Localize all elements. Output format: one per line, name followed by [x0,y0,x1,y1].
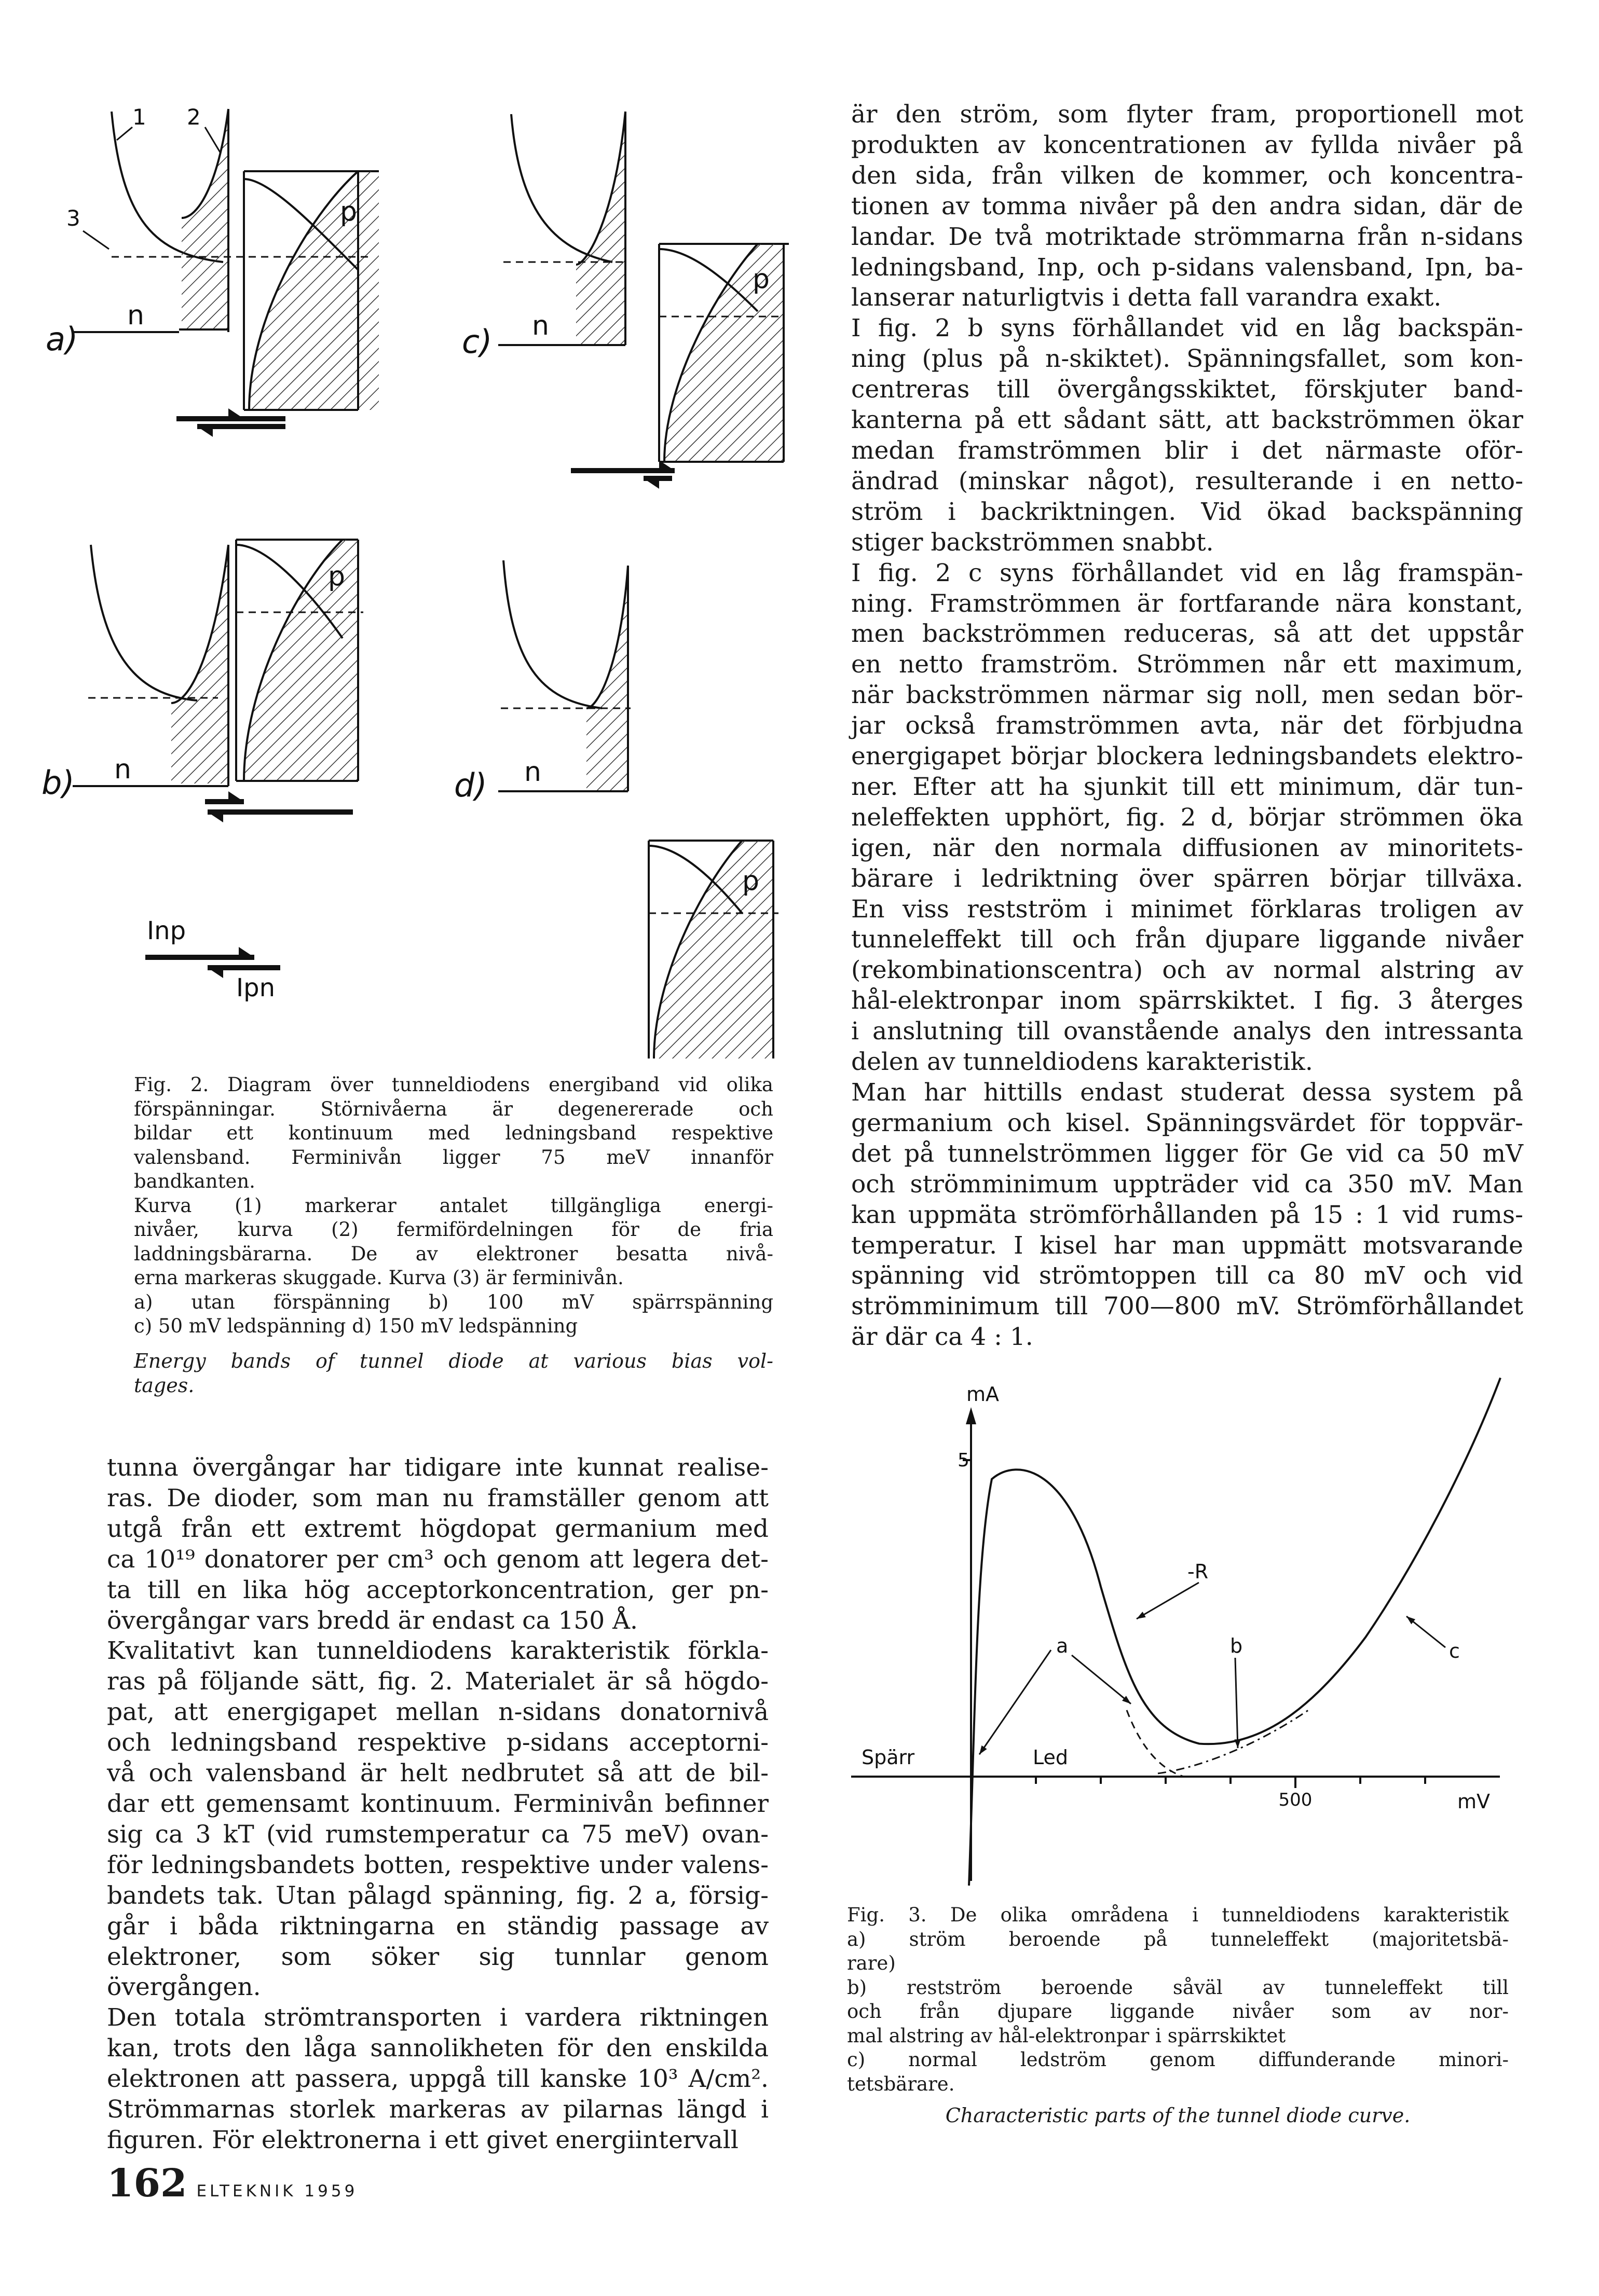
fig3-label-led: Led [1033,1746,1069,1769]
text-line: elektronen att passera, uppgå till kanske 10³ A/cm². [107,2065,769,2094]
text-line: förspänningar. Störnivåerna är degenererade och [134,1097,773,1120]
text-line: ta till en lika hög acceptorkoncentration, ger pn- [107,1575,769,1604]
text-line: ca 10¹⁹ donatorer per cm³ och genom att legera det- [107,1545,769,1574]
fig3-caption-sv [847,1903,1509,2096]
text-line: dar ett gemensamt kontinuum. Ferminivån befinner [107,1789,769,1818]
text-line: produkten av koncentrationen av fyllda nivåer på [851,130,1523,159]
text-line: Fig. 3. De olika områdena i tunneldiodens karakteristik [847,1904,1509,1926]
text-line: c) 50 mV ledspänning d) 150 mV ledspänning [134,1315,578,1337]
fig2-diagram [0,0,810,1079]
text-line: tionen av tomma nivåer på den andra sidan, där de [851,191,1523,221]
text-line: Fig. 2. Diagram över tunneldiodens energiband vid olika [134,1074,773,1096]
text-line: rare) [847,1952,896,1974]
text-line: ledningsband, Inp, och p-sidans valensband, Ipn, ba- [851,253,1523,282]
fig2-caption [134,1073,773,1398]
text-line: hål-elektronpar inom spärrskiktet. I fig. 3 återges [851,986,1523,1015]
page-footer [107,2161,358,2206]
fig2-panel-d [454,560,778,1058]
text-line: ras. De dioder, som man nu framställer genom att [107,1483,769,1513]
text-line: kan uppmäta strömförhållanden på 15 : 1 vid rums- [851,1200,1523,1229]
fig2-current-legend [145,916,280,1002]
text-line: bandets tak. Utan pålagd spänning, fig. 2 a, försig- [107,1881,769,1910]
text-line: ras på följande sätt, fig. 2. Materialet är så högdo- [107,1667,769,1696]
fig3-dashed-tunnel [1127,1710,1184,1777]
fig2-label-n-c: n [532,310,549,341]
text-line: men backströmmen reduceras, så att det uppstår [851,620,1523,649]
text-line: medan framströmmen blir i det närmaste oför- [851,436,1523,465]
text-line: ning. Framströmmen är fortfarande nära konstant, [851,589,1523,618]
text-line: ändrad (minskar något), resulterande i en netto- [851,466,1523,496]
text-line: centreras till övergångsskiktet, förskjuter band- [851,375,1523,404]
fig2-label-inp: Inp [147,916,186,945]
text-line: Energy bands of tunnel diode at various bias vol- [134,1349,773,1372]
fig3-leader-a2 [1072,1655,1131,1704]
fig2-panel-b [42,540,363,822]
text-line: stiger backströmmen snabbt. [851,528,1214,557]
fig3-chart [841,1375,1547,1894]
text-line: valensband. Ferminivån ligger 75 meV innanför [134,1146,773,1168]
left-column-text [107,1453,769,2156]
fig3-leader-b [1235,1658,1238,1748]
fig2-label-n-d: n [524,757,541,788]
text-line: germanium och kisel. Spänningsvärdet för toppvär- [851,1108,1523,1137]
text-line: temperatur. I kisel har man uppmätt motsvarande [851,1231,1523,1260]
magazine-name: ELTEKNIK 1959 [196,2182,358,2201]
fig2-caption-en [134,1349,773,1398]
fig3-label-c: c [1449,1640,1460,1662]
right-column-text [851,100,1523,1353]
text-line: delen av tunneldiodens karakteristik. [851,1048,1313,1077]
text-line: går i båda riktningarna en ständig passage av [107,1912,769,1941]
text-line: (rekombinationscentra) och av normal alstring av [851,956,1523,985]
text-line: vå och valensband är helt nedbrutet så att de bil- [107,1759,769,1788]
text-line: bildar ett kontinuum med ledningsband respektive [134,1122,773,1144]
fig3-series-line [969,1378,1500,1886]
text-line: I fig. 2 c syns förhållandet vid en låg framspän- [851,558,1523,587]
left-paragraph [107,1453,769,2156]
fig2-label-p-b: p [328,561,346,592]
text-line: tunna övergångar har tidigare inte kunnat realise- [107,1453,769,1482]
fig2-panel-a [46,104,379,437]
fig2-label-n-b: n [114,754,131,785]
text-line: är där ca 4 : 1. [851,1323,1033,1352]
fig3-label-neg-r: -R [1187,1560,1209,1583]
text-line: Kurva (1) markerar antalet tillgängliga energi- [134,1194,773,1217]
fig3-label-sparr: Spärr [862,1746,915,1769]
fig3-ylabel: mA [966,1383,1000,1406]
text-line: jar också framströmmen avta, när det förbjudna [851,711,1523,740]
text-line: en netto framström. Strömmen når ett maximum, [851,650,1523,679]
fig3-y-arrow [966,1407,976,1424]
fig2-label-ipn: Ipn [236,973,276,1002]
text-line: erna markeras skuggade. Kurva (3) är ferminivån. [134,1267,624,1289]
text-line: i anslutning till ovanstående analys den intressanta [851,1017,1523,1046]
text-line: när backströmmen närmar sig noll, men sedan bör- [851,681,1523,710]
fig2-caption-sv [134,1073,773,1339]
text-line: den sida, från vilken de kommer, och koncentra- [851,161,1523,190]
text-line: tages. [134,1373,195,1397]
text-line: Man har hittills endast studerat dessa system på [851,1078,1523,1107]
text-line: och ledningsband respektive p-sidans acceptorni- [107,1728,769,1757]
page-number: 162 [107,2161,187,2206]
text-line: a) utan förspänning b) 100 mV spärrspänning [134,1290,773,1313]
text-line: En viss restström i minimet förklaras troligen av [851,895,1523,924]
fig3-caption [847,1903,1509,2128]
fig3-ytick-5: 5 [958,1450,969,1471]
text-line: landar. De två motriktade strömmarna från n-sidans [851,222,1523,251]
fig3-label-a: a [1056,1634,1069,1657]
text-line: för ledningsbandets botten, respektive under valens- [107,1850,769,1879]
fig2-label-curve1: 1 [132,104,146,130]
text-line: tetsbärare. [847,2072,955,2095]
text-line: Strömmarnas storlek markeras av pilarnas längd i [107,2095,769,2124]
text-line: pat, att energigapet mellan n-sidans donatornivå [107,1698,769,1727]
fig3-caption-en: Characteristic parts of the tunnel diode curve. [945,2104,1411,2127]
fig2-label-p-d: p [742,865,760,897]
text-line: energigapet börjar blockera ledningsbandets elektro- [851,742,1523,771]
text-line: sig ca 3 kT (vid rumstemperatur ca 75 meV) ovan- [107,1820,769,1849]
text-line: ner. Efter att ha sjunkit till ett minimum, där tun- [851,772,1523,801]
text-line: är den ström, som flyter fram, proportionell mot [851,100,1523,129]
fig3-leader-neg-r [1137,1583,1199,1619]
text-line: övergångar vars bredd är endast ca 150 Å. [107,1606,638,1635]
text-line: elektroner, som söker sig tunnlar genom övergången. [107,1942,769,2002]
fig3-leader-b-head [1234,1739,1240,1748]
text-line: utgå från ett extremt högdopat germanium med [107,1514,769,1543]
text-line: strömminimum till 700—800 mV. Strömförhållandet [851,1292,1523,1321]
text-line: bandkanten. [134,1170,255,1192]
text-line: laddningsbärarna. De av elektroner besatta nivå- [134,1242,773,1265]
fig2-panel-c [462,112,789,489]
text-line: bärare i ledriktning över spärren börjar tillväxa. [851,864,1523,893]
text-line: b) restström beroende såväl av tunneleffekt till [847,1976,1509,1999]
text-line: mal alstring av hål-elektronpar i spärrskiktet [847,2024,1286,2047]
text-line: tunneleffekt till och från djupare liggande nivåer [851,925,1523,954]
fig2-label-p-c: p [753,264,770,295]
fig3-label-b: b [1230,1634,1243,1657]
fig2-label-curve3: 3 [66,205,80,231]
text-line: ström i backriktningen. Vid ökad backspänning [851,497,1523,526]
text-line: lanserar naturligtvis i detta fall varandra exakt. [851,283,1442,312]
fig2-label-a: a) [46,320,78,358]
right-paragraph [851,100,1523,1353]
text-line: det på tunnelströmmen ligger för Ge vid ca 50 mV [851,1139,1523,1168]
text-line: och från djupare liggande nivåer som av nor- [847,2000,1509,2023]
text-line: Kvalitativt kan tunneldiodens karakteristik förkla- [107,1637,769,1666]
text-line: spänning vid strömtoppen till ca 80 mV och vid [851,1261,1523,1290]
text-line: neleffekten upphört, fig. 2 d, börjar strömmen öka [851,803,1523,832]
text-line: nivåer, kurva (2) fermifördelningen för de fria [134,1218,773,1241]
text-line: igen, när den normala diffusionen av minoritets- [851,833,1523,862]
text-line: a) ström beroende på tunneleffekt (majoritetsbä- [847,1928,1509,1950]
text-line: kanterna på ett sådant sätt, att backströmmen ökar [851,406,1523,435]
fig3-xlabel: mV [1457,1790,1491,1813]
fig2-label-n-a: n [127,300,144,331]
fig3-leader-a1 [979,1650,1051,1754]
fig2-label-curve2: 2 [187,104,201,130]
fig2-label-b: b) [42,764,75,802]
text-line: och strömminimum uppträder vid ca 350 mV. Man [851,1170,1523,1199]
fig3-xtick-500: 500 [1278,1790,1313,1810]
fig2-label-p-a: p [340,196,358,227]
text-line: Den totala strömtransporten i vardera riktningen [107,2003,769,2032]
fig2-label-c: c) [462,323,493,361]
text-line: I fig. 2 b syns förhållandet vid en låg backspän- [851,314,1523,343]
fig2-label-d: d) [454,766,487,804]
text-line: figuren. För elektronerna i ett givet energiintervall [107,2125,739,2154]
text-line: ning (plus på n-skiktet). Spänningsfallet, som kon- [851,345,1523,374]
text-line: kan, trots den låga sannolikheten för den enskilda [107,2034,769,2063]
fig3-leader-a1-head [979,1745,987,1754]
text-line: c) normal ledström genom diffunderande minori- [847,2048,1509,2071]
fig3-leader-neg-r-head [1137,1612,1146,1619]
